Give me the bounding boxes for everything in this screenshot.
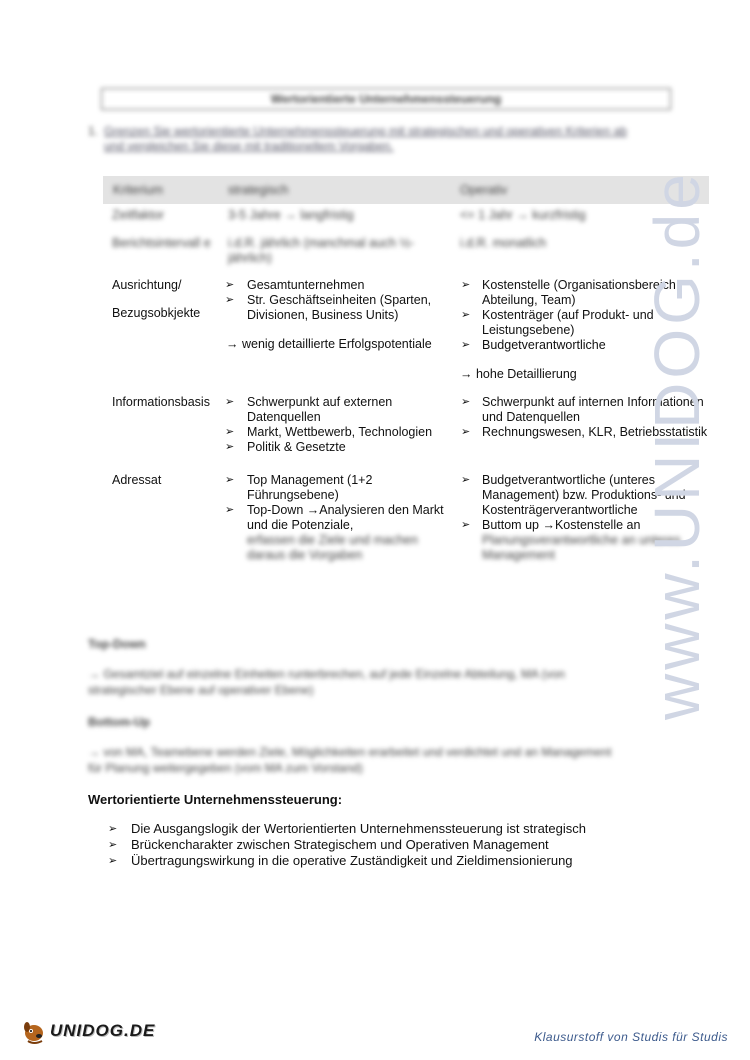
row-ausrichtung-strategisch	[222, 278, 452, 352]
row-informationsbasis-strategisch	[222, 395, 448, 455]
list-item: ➢ Top Management (1+2 Führungsebene)	[222, 473, 448, 503]
list-item: ➢ Brückencharakter zwischen Strategischem und Operativen Management	[108, 837, 668, 853]
watermark: www.UNIDOG.de	[641, 170, 713, 720]
dog-icon	[20, 1016, 50, 1046]
row-adressat-strategisch	[222, 473, 448, 563]
question-number: 1.	[88, 124, 99, 138]
row-berichtsintervall-strategisch: i.d.R. jährlich (manchmal auch ½-jährlich)	[228, 236, 415, 265]
list-item: ➢ Schwerpunkt auf internen Informationen und Datenquellen	[460, 395, 708, 425]
bottomup-text: → von MA, Teamebene werden Ziele, Möglichkeiten erarbeitet und verdichtet und an Management für Planung weitergegeben (vom MA zum Vorstand)	[88, 745, 612, 775]
list-item: ➢ Budgetverantwortliche (unteres Management) bzw. Produktions- und Kostenträgerverantwortliche	[460, 473, 712, 518]
list-item: ➢ Str. Geschäftseinheiten (Sparten, Divisionen, Business Units)	[222, 293, 452, 323]
wo-list	[108, 821, 668, 869]
row-berichtsintervall-label: Berichtsintervall e	[112, 236, 211, 250]
question-1	[88, 124, 648, 154]
table-header-operativ: Operativ	[460, 183, 508, 197]
footer-slogan: Klausurstoff von Studis für Studis	[534, 1030, 728, 1044]
table-header-row	[103, 176, 709, 204]
logo-text: UNIDOG.DE	[50, 1021, 156, 1040]
list-item: ➢ Top-Down →Analysieren den Markt und die Potenziale,	[222, 503, 448, 533]
topdown-heading: Top-Down	[88, 637, 146, 651]
list-item: ➢ Übertragungswirkung in die operative Zuständigkeit und Zieldimensionierung	[108, 853, 668, 869]
topdown-text: → Gesamtziel auf einzelne Einheiten runterbrechen, auf jede Einzelne Abteilung, MA (von strategischer Ebene auf operativer Ebene)	[88, 667, 565, 697]
bottomup-heading: Bottom-Up	[88, 715, 150, 729]
wo-heading: Wertorientierte Unternehmenssteuerung:	[88, 792, 343, 807]
list-item: ➢ Rechnungswesen, KLR, Betriebsstatistik	[460, 425, 708, 440]
list-item: ➢ Budgetverantwortliche	[460, 338, 708, 353]
row-zeitfaktor-strategisch: 3-5 Jahre → langfristig	[228, 208, 354, 222]
list-item: ➢ Markt, Wettbewerb, Technologien	[222, 425, 448, 440]
row-zeitfaktor-operativ: <= 1 Jahr → kurzfristig	[460, 208, 586, 222]
list-item: ➢ Gesamtunternehmen	[222, 278, 452, 293]
question-text: Grenzen Sie wertorientierte Unternehmenssteuerung mit strategischen und operativen Kriterien ab und vergleichen Sie diese mit traditionellem Vorgaben.	[104, 124, 627, 153]
unidog-logo[interactable]	[20, 1014, 160, 1048]
list-item: ➢ Die Ausgangslogik der Wertorientierten Unternehmenssteuerung ist strategisch	[108, 821, 668, 837]
list-item: ➢ Kostenträger (auf Produkt- und Leistungsebene)	[460, 308, 708, 338]
adressat-operativ-blurred: Planungsverantwortliche an unteres Management	[482, 533, 681, 562]
row-adressat-label: Adressat	[112, 473, 162, 487]
row-zeitfaktor-label: Zeitfaktor	[112, 208, 165, 222]
row-berichtsintervall-operativ: i.d.R. monatlich	[460, 236, 547, 250]
row-informationsbasis-label: Informationsbasis	[112, 395, 210, 409]
row-ausrichtung-label-1: Ausrichtung/	[112, 278, 182, 292]
operativ-note: → hohe Detaillierung	[460, 367, 577, 381]
document-title-text: Wertorientierte Unternehmenssteuerung	[270, 92, 502, 106]
list-item: ➢ Kostenstelle (Organisationsbereich, Abteilung, Team)	[460, 278, 708, 308]
table-header-strategisch: strategisch	[228, 183, 289, 197]
adressat-strategisch-blurred: erfassen die Ziele und machen daraus die Vorgaben	[247, 533, 418, 562]
strategisch-note: → wenig detaillierte Erfolgspotentiale	[226, 337, 432, 351]
document-title	[101, 88, 671, 110]
list-item: ➢ Buttom up →Kostenstelle an	[460, 518, 712, 533]
table-header-kriterium: Kriterium	[113, 183, 164, 197]
row-ausrichtung-label-2: Bezugsobkjekte	[112, 306, 201, 320]
list-item: ➢ Politik & Gesetzte	[222, 440, 448, 455]
list-item: ➢ Schwerpunkt auf externen Datenquellen	[222, 395, 448, 425]
